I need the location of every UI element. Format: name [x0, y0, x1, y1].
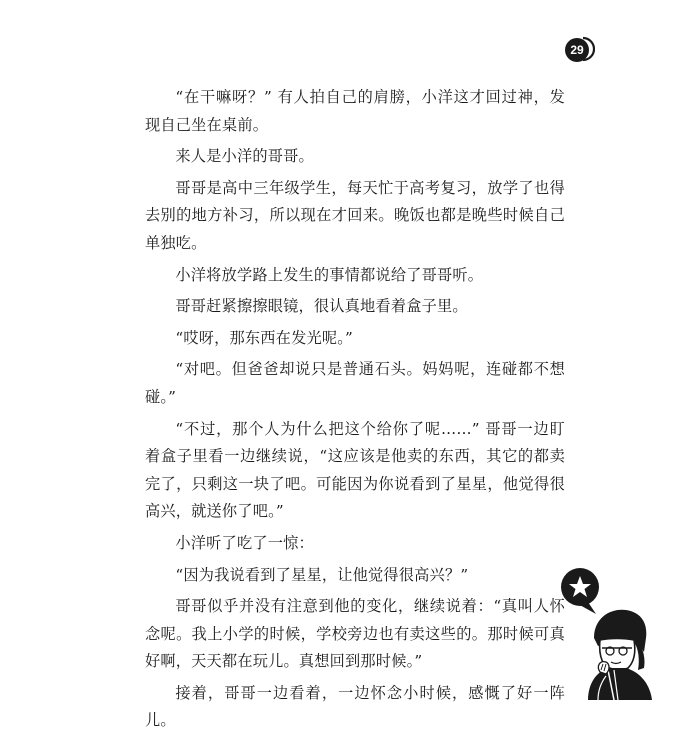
page-number-badge: [565, 38, 595, 64]
paragraph: 接着，哥哥一边看着，一边怀念小时候，感慨了好一阵儿。: [145, 683, 565, 730]
paragraph: 哥哥赶紧擦擦眼镜，很认真地看着盒子里。: [175, 297, 468, 316]
paragraph: “对吧。但爸爸却说只是普通石头。妈妈呢，连碰都不想碰。”: [145, 360, 565, 406]
story-text: [145, 84, 565, 739]
character-figure: [588, 610, 652, 700]
paragraph: “因为我说看到了星星，让他觉得很高兴？”: [175, 565, 469, 584]
paragraph: “不过，那个人为什么把这个给你了呢……” 哥哥一边盯着盒子里看一边继续说，“这应该是他卖的东西，其它的都卖完了，只剩这一块了吧。可能因为你说看到了星星，他觉得很高兴，就送你了吧。”: [145, 419, 565, 521]
paragraph: “在干嘛呀？” 有人拍自己的肩膀，小洋这才回过神，发现自己坐在桌前。: [145, 88, 565, 134]
character-illustration: [548, 560, 658, 700]
paragraph: 来人是小洋的哥哥。: [175, 147, 314, 166]
page-number: 29: [565, 38, 589, 62]
star-speech-bubble-icon: [561, 568, 599, 614]
paragraph: “哎呀，那东西在发光呢。”: [175, 328, 353, 347]
paragraph: 小洋听了吃了一惊：: [175, 533, 314, 552]
paragraph: 小洋将放学路上发生的事情都说给了哥哥听。: [175, 265, 484, 284]
paragraph: 哥哥是高中三年级学生，每天忙于高考复习，放学了也得去别的地方补习，所以现在才回来。晚饭也都是晚些时候自己单独吃。: [145, 178, 565, 252]
paragraph: 哥哥似乎并没有注意到他的变化，继续说着：“真叫人怀念呢。我上小学的时候，学校旁边也有卖这些的。那时候可真好啊，天天都在玩儿。真想回到那时候。”: [145, 597, 565, 671]
